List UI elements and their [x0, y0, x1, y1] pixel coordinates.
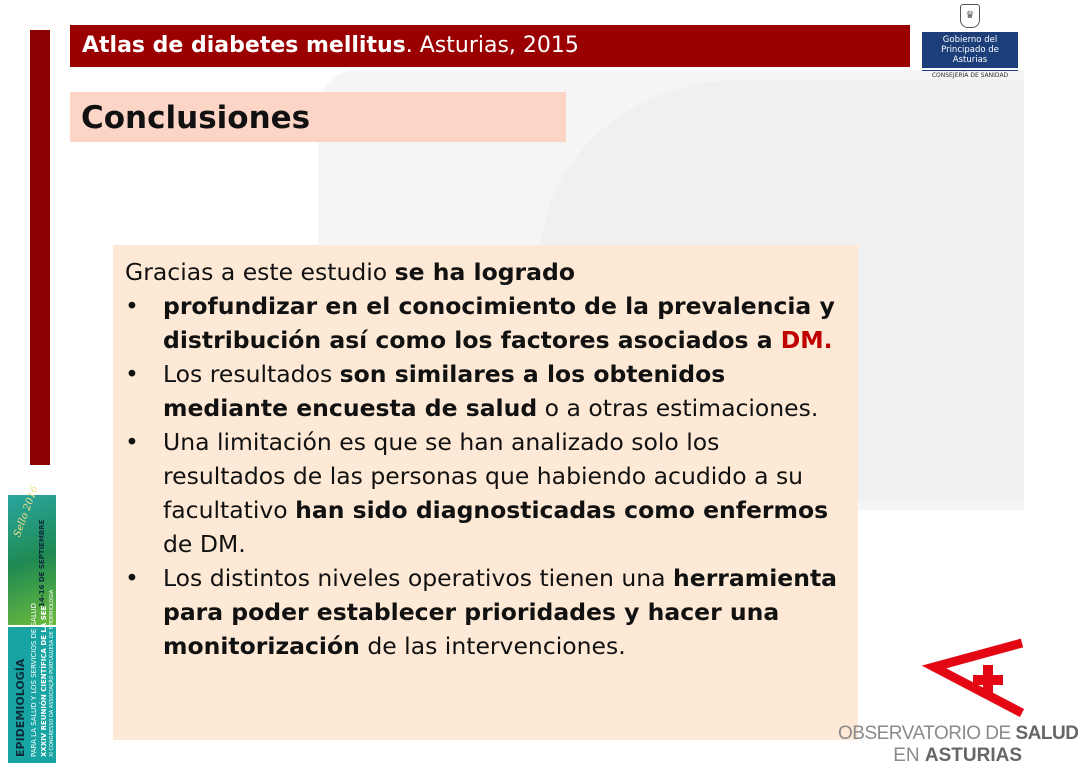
bullet-4-text-2: de las intervenciones. — [359, 632, 626, 660]
bullet-3-bold: han sido diagnosticadas como enfermos — [295, 496, 829, 524]
observatorio-line2-bold: ASTURIAS — [924, 745, 1022, 766]
header-title-rest: . Asturias, 2015 — [405, 33, 579, 58]
bullet-1-bold: profundizar en el conocimiento de la prevalencia y distribución así como los factores asociados a — [163, 292, 835, 354]
banner-epi: EPIDEMIOLOGÍA — [14, 658, 27, 757]
bullet-2-text-2: o a otras estimaciones. — [537, 394, 819, 422]
bullet-icon: • — [125, 564, 139, 592]
slide-title: Conclusiones — [70, 92, 566, 142]
list-item — [125, 425, 848, 561]
banner-reunion: XXXIV REUNIÓN CIENTÍFICA DE LA SEE — [40, 605, 48, 757]
observatorio-line2 — [893, 745, 1022, 767]
observatorio-logo — [836, 635, 1078, 768]
government-logo-line3: CONSEJERÍA DE SANIDAD — [922, 70, 1018, 79]
bullet-3-text-1: Una limitación es que se han analizado solo los resultados de las personas que habiendo acudido a su facultativo — [163, 428, 804, 524]
observatorio-line1-bold: SALUD — [1015, 723, 1078, 744]
conclusions-list — [125, 289, 848, 663]
observatorio-line1-normal: OBSERVATORIO DE — [838, 723, 1016, 744]
bullet-icon: • — [125, 360, 139, 388]
conference-banner-text — [8, 589, 56, 763]
intro-text: Gracias a este estudio — [125, 258, 395, 286]
banner-sello: Sello 2016 — [12, 484, 41, 539]
government-logo-label — [922, 32, 1018, 68]
banner-sub: PARA LA SALUD Y LOS SERVICIOS DE SALUD — [30, 602, 38, 757]
bullet-icon: • — [125, 292, 139, 320]
government-logo-line1: Gobierno del — [942, 35, 998, 45]
observatorio-line1 — [838, 723, 1078, 745]
government-logo — [922, 2, 1018, 79]
left-accent-bar — [30, 30, 50, 465]
conclusions-box — [113, 245, 858, 740]
bullet-2-text-1: Los resultados — [163, 360, 340, 388]
list-item — [125, 561, 848, 663]
banner-congreso: XI CONGRESSO DA ASSOCIAÇÃO PORTUGUESA DE EPIDEMIOLOGIA — [49, 589, 55, 757]
government-logo-line2: Principado de Asturias — [941, 45, 999, 65]
intro-bold-text: se ha logrado — [394, 258, 575, 286]
bullet-4-text-1: Los distintos niveles operativos tienen una — [163, 564, 674, 592]
intro-line — [125, 255, 848, 289]
bullet-icon: • — [125, 428, 139, 456]
banner-dates: 14-16 DE SEPTIEMBRE — [38, 519, 46, 607]
bullet-2-bold: son similares a los obtenidos mediante encuesta de salud — [163, 360, 726, 422]
bullet-4-bold: herramienta para poder establecer prioridades y hacer una monitorización — [163, 564, 838, 660]
header-bar — [70, 25, 910, 67]
crest-icon: ♛ — [960, 4, 980, 28]
list-item — [125, 357, 848, 425]
header-title-bold: Atlas de diabetes mellitus — [82, 33, 406, 58]
bullet-1-red: DM. — [780, 326, 833, 354]
bullet-3-text-2: de DM. — [163, 530, 246, 558]
observatorio-symbol-icon — [836, 635, 1024, 725]
list-item — [125, 289, 848, 357]
observatorio-line2-normal: EN — [893, 745, 925, 766]
conference-side-banner — [8, 484, 56, 763]
